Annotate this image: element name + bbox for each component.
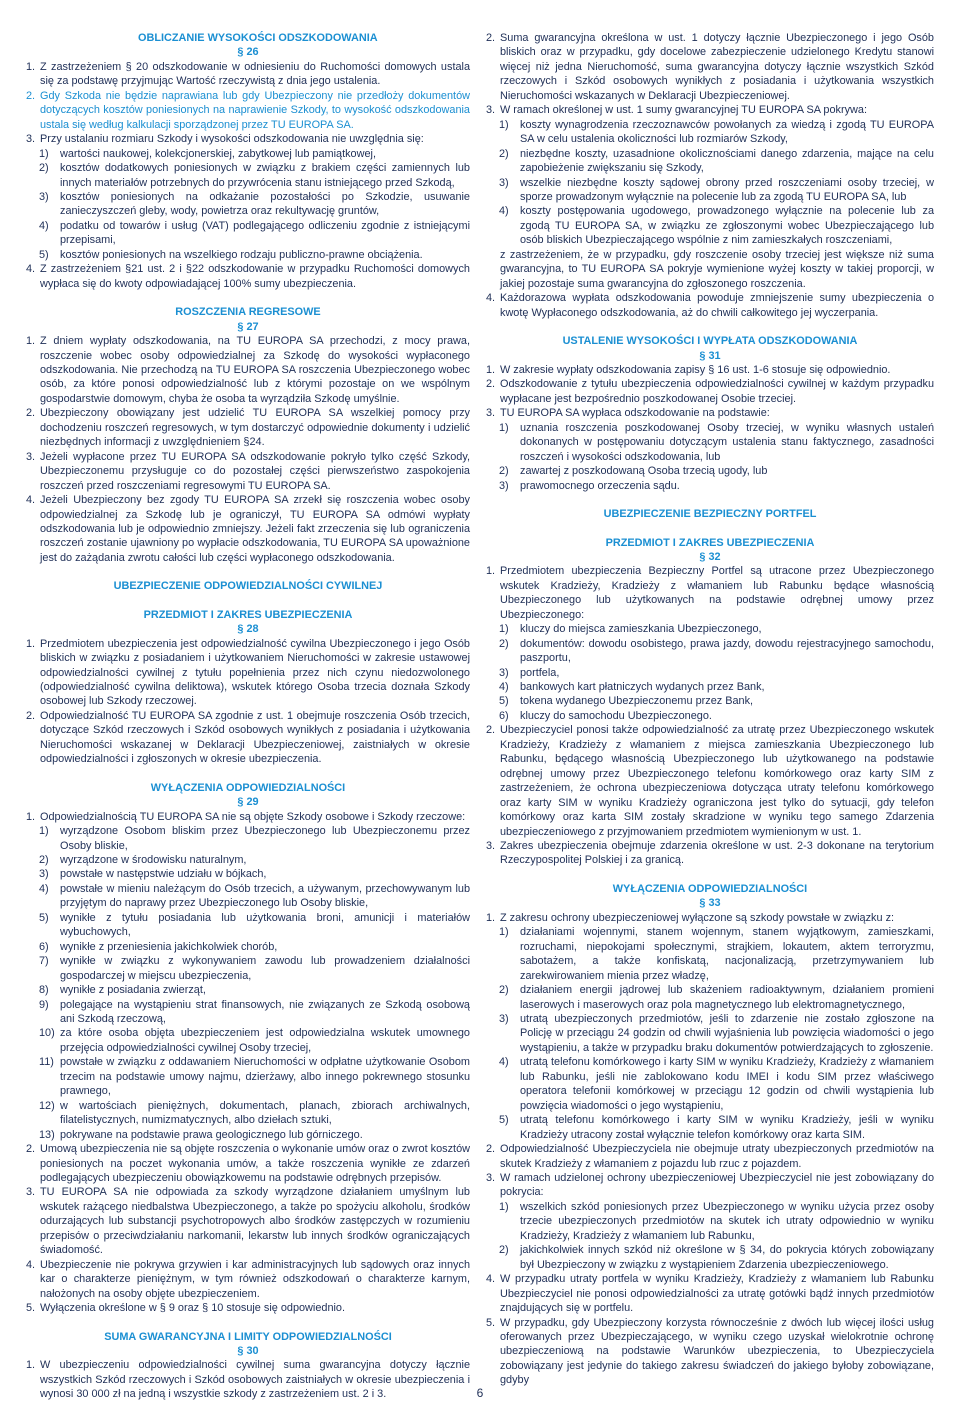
sub-clause [26, 147, 470, 161]
sub-clause [486, 479, 934, 493]
sub-clause-number: 12) [39, 1099, 55, 1112]
clause [486, 1316, 934, 1388]
clause-number: 4. [26, 494, 36, 507]
clause [26, 493, 470, 565]
clause-number: 2. [26, 1143, 36, 1156]
clause [26, 810, 470, 824]
sub-clause [26, 1128, 470, 1142]
clause [26, 709, 470, 767]
clause [26, 637, 470, 709]
spacer [486, 868, 934, 882]
sub-clause-text: koszty postępowania ugodowego, prowadzonego wyłącznie na polecenie lub za zgodą TU EUROPA SA, w związku ze zgłoszonymi wobec Ubezpieczającego lub osób bliskich Ubezpieczającego wspólnie z nim zamieszkałych roszczeniami, [520, 205, 934, 247]
spacer [26, 291, 470, 305]
sub-clause-number: 1) [39, 147, 49, 160]
paragraph-number: § 28 [237, 623, 259, 636]
clause [26, 1185, 470, 1257]
sub-clause-number: 1) [499, 926, 509, 939]
clause-text: Odszkodowanie z tytułu ubezpieczenia odpowiedzialności cywilnej w każdym przypadku wypłacane jest bezpośrednio poszkodowanej Osobie trzeciej. [500, 378, 934, 405]
sub-clause-text: utratą telefonu komórkowego i karty SIM w wyniku Kradzieży, jeśli w wyniku Kradzieży utracony został wyłącznie telefon komórkowy oraz karta SIM. [520, 1114, 934, 1141]
clause-number: 1. [486, 911, 496, 924]
sub-clause [486, 1012, 934, 1055]
clause-number: 3. [486, 104, 496, 117]
sub-clause [26, 161, 470, 190]
clause-number: 1. [26, 810, 36, 823]
sub-clause-number: 4) [499, 681, 509, 694]
sub-clause [486, 464, 934, 478]
paragraph-number: § 29 [237, 796, 259, 809]
sub-clause-text: utratą telefonu komórkowego i karty SIM w wyniku Kradzieży, Kradzieży z włamaniem lub Rabunku, jeśli nie zablokowano kodu IMEI i kodu SIM przez właściwego operatora telefonii komórkowej w przeciągu 12 godzin od chwili wystąpienia lub powzięcia wiadomości o jego wystąpieniu, [520, 1056, 934, 1112]
sub-clause [486, 694, 934, 708]
clause-text: Z dniem wypłaty odszkodowania, na TU EUROPA SA przechodzi, z mocy prawa, roszczenie wobec osoby odpowiedzialnej za Szkodę do wysokości wypłaconego odszkodowania. Nie przechodzą na TU EUROPA SA roszczenia Ubezpieczonego wobec osób, za które ponosi odpowiedzialność lub z którymi pozostaje on we wspólnym gospodarstwie domowym, chyba że osoba ta wyrządziła Szkodę umyślnie. [40, 335, 470, 405]
sub-clause-text: utratą ubezpieczonych przedmiotów, jeśli to zdarzenie nie zostało zgłoszone na Policję w przeciągu 24 godzin od chwili wyjaśnienia lub powzięcia wiadomości o jego wystąpieniu, a także w przypadku braku dokumentów potwierdzających to zgłoszenie. [520, 1013, 934, 1054]
clause-number: 2. [486, 1143, 496, 1156]
sub-clause-text: wszelkich szkód poniesionych przez Ubezpieczonego w wyniku użycia przez osoby trzecie ubezpieczonych przedmiotów na skutek ich utraty odpowiednio w wyniku Kradzieży, Kradzieży z włamaniem lub Rabunku, [520, 1200, 934, 1242]
spacer [26, 594, 470, 608]
sub-clause [486, 983, 934, 1012]
clause-text: Ubezpieczyciel ponosi także odpowiedzialność za utratę przez Ubezpieczonego wskutek Kradzieży, Kradzieży z włamaniem z miejsca zamieszkania Ubezpieczonego lub Rabunku, będącego własnością Ubezpieczonego lub użytkowanego na podstawie odrębnej umowy przez Ubezpieczonego telefonu komórkowego oraz karty SIM z zastrzeżeniem, że ochrona ubezpieczeniowa dotycząca utraty telefonu komórkowego oraz karty SIM w wyniku Kradzieży ograniczona jest tylko do sytuacji, gdy telefon komórkowy oraz karta SIM zostały skradzione w wyniku tego samego Zdarzenia ubezpieczeniowego z przyjmowaniem przedmiotem wymienionym w ust. 1. [500, 724, 934, 838]
clause-text: Odpowiedzialność TU EUROPA SA zgodnie z ust. 1 obejmuje roszczenia Osób trzecich, dotyczące Szkód rzeczowych i Szkód osobowych wynikłych z posiadania i użytkowania Nieruchomości wskazanej w Deklaracji Ubezpieczeniowej, zaistniałych w okresie odpowiedzialności i zgłoszonych w okresie ubezpieczenia. [40, 709, 470, 766]
sub-clause [26, 1026, 470, 1055]
clause-number: 1. [486, 363, 496, 376]
sub-clause-number: 2) [39, 854, 49, 867]
section-heading: UBEZPIECZENIE BEZPIECZNY PORTFEL [603, 508, 817, 521]
spacer [26, 767, 470, 781]
sub-clause [486, 118, 934, 147]
clause [486, 363, 934, 377]
sub-clause [486, 176, 934, 205]
sub-clause-number: 13) [39, 1128, 55, 1141]
clause-text: Ubezpieczony obowiązany jest udzielić TU EUROPA SA wszelkiej pomocy przy dochodzeniu roszczeń regresowych, w tym dostarczyć odpowiednie dokumenty i udzielić niezbędnych informacji z uwzględnieniem §24. [40, 407, 470, 449]
page-number: 6 [476, 1386, 484, 1400]
sub-clause-text: powstałe w następstwie udziału w bójkach, [60, 868, 267, 881]
sub-clause [26, 911, 470, 940]
clause-text: TU EUROPA SA wypłaca odszkodowanie na podstawie: [500, 407, 770, 420]
clause [26, 334, 470, 406]
sub-clause-text: kosztów poniesionych na odkażanie pozostałości po Szkodzie, usuwanie zanieczyszczeń gleby, wody, powietrza oraz rekultywację gruntów, [60, 190, 470, 218]
spacer [486, 522, 934, 536]
sub-clause [26, 190, 470, 219]
clause-number: 5. [26, 1302, 36, 1315]
clause-text: Zakres ubezpieczenia obejmuje zdarzenia określone w ust. 2-3 dokonane na terytorium Rzeczypospolitej Polskiej i za granicą. [500, 840, 934, 867]
clause [26, 89, 470, 132]
clause-number: 1. [26, 335, 36, 348]
clause-text: TU EUROPA SA nie odpowiada za szkody wyrządzone działaniem umyślnym lub wskutek rażącego niedbalstwa Ubezpieczonego, a także po spożyciu alkoholu, środków odurzających lub substancji psychotropowych albo środków zastępczych w rozumieniu przepisów o przeciwdziałaniu narkomanii, lekarstw lub innych środków ograniczających świadomość. [40, 1186, 470, 1257]
clause-text: W przypadku utraty portfela w wyniku Kradzieży, Kradzieży z włamaniem lub Rabunku Ubezpieczyciel nie ponosi odpowiedzialności za utratę gotówki bądź innych przedmiotów znajdujących się w portfelu. [500, 1273, 934, 1315]
sub-clause [486, 925, 934, 983]
left-column [26, 31, 470, 1402]
sub-clause-number: 4) [499, 1056, 509, 1069]
sub-clause-number: 2) [499, 984, 509, 997]
clause-text: Jeżeli wypłacone przez TU EUROPA SA odszkodowanie pokryło tylko część Szkody, Ubezpieczonemu przysługuje co do pozostałej części pierwszeństwo zaspokojenia roszczeń przed roszczeniami regresowymi TU EUROPA SA. [40, 450, 470, 492]
clause-number: 2. [486, 378, 496, 391]
paragraph-number: § 26 [237, 46, 259, 59]
section-heading: OBLICZANIE WYSOKOŚCI ODSZKODOWANIA [138, 32, 378, 44]
sub-clause-text: polegające na wystąpieniu strat finansowych, nie związanych ze Szkodą osobową ani Szkodą rzeczową, [60, 998, 470, 1025]
sub-clause-text: koszty wynagrodzenia rzeczoznawców powołanych za wiedzą i zgodą TU EUROPA SA w celu ustalenia okoliczności lub rozmiarów Szkody, [520, 118, 934, 146]
sub-clause [486, 421, 934, 464]
sub-clause-text: portfela, [520, 666, 560, 679]
sub-clause-number: 6) [499, 709, 509, 722]
sub-clause [26, 1055, 470, 1098]
section-heading: SUMA GWARANCYJNA I LIMITY ODPOWIEDZIALNOŚCI [104, 1330, 392, 1343]
sub-clause-text: wynikłe z tytułu posiadania lub użytkowania broni, amunicji i materiałów wybuchowych, [60, 911, 470, 939]
sub-clause-number: 5) [499, 1114, 509, 1127]
clause-text: Z zakresu ochrony ubezpieczeniowej wyłączone są szkody powstałe w związku z: [500, 911, 895, 924]
sub-clause-text: wynikłe z przeniesienia jakichkolwiek chorób, [60, 940, 278, 953]
section-heading: ROSZCZENIA REGRESOWE [175, 306, 321, 319]
sub-clause-number: 10) [39, 1027, 55, 1040]
clause-number: 1. [26, 637, 36, 650]
right-column [486, 31, 934, 1388]
sub-clause-text: działaniem energii jądrowej lub skażeniem radioaktywnym, działaniem promieni laserowych i maserowych oraz pola magnetycznego lub elektromagnetycznego, [520, 984, 934, 1011]
clause [486, 31, 934, 103]
section-heading: WYŁĄCZENIA ODPOWIEDZIALNOŚCI [150, 781, 346, 794]
clause-text: Umową ubezpieczenia nie są objęte roszczenia o wykonanie umów oraz o zwrot kosztów poniesionych na poczet wykonania umów, a także roszczenia wynikłe ze zdarzeń podlegających ubezpieczeniu obowiązkowemu na podstawie odrębnych przepisów. [40, 1143, 470, 1184]
sub-clause-number: 3) [39, 190, 49, 203]
clause-text: Odpowiedzialność Ubezpieczyciela nie obejmuje utraty ubezpieczonych przedmiotów na skutek Kradzieży z włamaniem z pojazdu lub rzuc z pojazdem. [500, 1143, 934, 1170]
sub-clause-number: 4) [39, 882, 49, 895]
clause [486, 406, 934, 420]
sub-clause [486, 666, 934, 680]
clause-number: 3. [26, 450, 36, 463]
sub-clause-number: 1) [39, 825, 49, 838]
spacer [26, 1316, 470, 1330]
sub-clause-number: 3) [499, 666, 509, 679]
clause-number: 4. [486, 292, 496, 305]
clause-text: Przy ustalaniu rozmiaru Szkody i wysokości odszkodowania nie uwzględnia się: [40, 133, 424, 146]
clause [486, 1272, 934, 1315]
clause-number: 4. [26, 263, 36, 276]
sub-clause [486, 147, 934, 176]
sub-clause [486, 1113, 934, 1142]
clause-text: Przedmiotem ubezpieczenia jest odpowiedzialność cywilna Ubezpieczonego i jego Osób bliskich w związku z posiadaniem i użytkowaniem Nieruchomości w zakresie ustawowej odpowiedzialności cywilnej z tytułu popełnienia przez nich czynu niedozwolonego (odpowiedzialność cywilna deliktowa), wskutek którego Osoba trzecia doznała Szkody osobowej lub Szkody rzeczowej. [40, 637, 470, 708]
sub-clause [486, 622, 934, 636]
clause-number: 1. [486, 565, 496, 578]
clause-text: W ramach udzielonej ochrony ubezpieczeniowej Ubezpieczyciel nie jest zobowiązany do pokrycia: [500, 1171, 934, 1199]
clause-text: Z zastrzeżeniem § 20 odszkodowanie w odniesieniu do Ruchomości domowych ustala się za podstawę przyjmując Wartość rzeczywistą z dnia jego ustalenia. [40, 60, 470, 88]
sub-clause [486, 709, 934, 723]
spacer [26, 565, 470, 579]
clause [26, 132, 470, 146]
clause-number: 2. [26, 709, 36, 722]
spacer [486, 493, 934, 507]
sub-clause-number: 11) [39, 1056, 54, 1069]
clause-number: 1. [26, 1359, 36, 1372]
sub-clause-number: 3) [499, 1013, 509, 1025]
clause-text: Z zastrzeżeniem §21 ust. 2 i §22 odszkodowanie w przypadku Ruchomości domowych wypłaca się do kwoty odpowiadającej 100% sumy ubezpieczenia. [40, 263, 470, 290]
sub-clause-text: wynikłe z posiadania zwierząt, [60, 984, 206, 997]
sub-clause-text: kosztów dodatkowych poniesionych w związku z brakiem części zamiennych lub innych materiałów potrzebnych do przywrócenia stanu istniejącego przed Szkodą, [60, 162, 470, 189]
sub-clause-text: wyrządzone w środowisku naturalnym, [60, 854, 247, 867]
section-heading: PRZEDMIOT I ZAKRES UBEZPIECZENIA [605, 536, 815, 549]
sub-clause-text: jakichkolwiek innych szkód niż określone w § 34, do pokrycia których zobowiązany był Ubezpieczony w związku z wystąpieniem Zdarzenia ubezpieczeniowego. [520, 1244, 934, 1271]
spacer [486, 320, 934, 334]
sub-clause-text: zawartej z poszkodowaną Osoba trzecią ugody, lub [520, 465, 768, 478]
sub-clause [26, 867, 470, 881]
paragraph-number: § 32 [699, 550, 721, 563]
clause [26, 262, 470, 291]
sub-clause [486, 1243, 934, 1272]
clause [486, 564, 934, 622]
clause-text: Jeżeli Ubezpieczony bez zgody TU EUROPA SA zrzekł się roszczenia wobec osoby odpowiedzialnej za Szkodę lub je ograniczył, TU EUROPA SA odmówi wypłaty odszkodowania lub je odpowiednio zmniejszy. Jeżeli fakt zrzeczenia się lub ograniczenia roszczeń zostanie ujawniony po wypłacie odszkodowania, TU EUROPA SA upoważnione jest do zażądania zwrotu całości lub części wypłaconego odszkodowania. [40, 494, 470, 564]
clause-number: 3. [26, 1186, 36, 1199]
sub-clause-text: tokena wydanego Ubezpieczonemu przez Bank, [520, 695, 754, 708]
sub-clause [26, 248, 470, 262]
sub-clause-text: bankowych kart płatniczych wydanych przez Bank, [520, 681, 765, 694]
sub-clause-number: 6) [39, 940, 49, 953]
sub-clause-text: niezbędne koszty, uzasadnione okolicznościami danego zdarzenia, mające na celu zapobieżenie zwiększaniu się Szkody, [520, 147, 934, 175]
paragraph-number: § 33 [699, 897, 721, 910]
paragraph-number: § 27 [237, 320, 259, 333]
clause-number: 2. [486, 32, 496, 44]
sub-clause-number: 2) [499, 465, 509, 478]
clause-text: W ramach określonej w ust. 1 sumy gwarancyjnej TU EUROPA SA pokrywa: [500, 104, 867, 117]
sub-clause-text: kluczy do miejsca zamieszkania Ubezpieczonego, [520, 623, 762, 636]
sub-clause-text: wartości naukowej, kolekcjonerskiej, zabytkowej lub pamiątkowej, [60, 147, 376, 160]
sub-clause [486, 1055, 934, 1113]
sub-clause-text: podatku od towarów i usług (VAT) podlegającego odliczeniu zgodnie z istniejącymi przepisami, [60, 219, 470, 247]
sub-clause [26, 954, 470, 983]
sub-clause [26, 1099, 470, 1128]
sub-clause-number: 4) [499, 205, 509, 218]
clause-text: Ubezpieczenie nie pokrywa grzywien i kar administracyjnych lub sądowych oraz innych kar o charakterze pieniężnym, w tym również odszkodowań o charakterze karnym, nałożonych na osoby objęte ubezpieczeniem. [40, 1258, 470, 1300]
sub-clause-number: 5) [499, 695, 509, 708]
sub-clause-text: uznania roszczenia poszkodowanej Osoby trzeciej, w wyniku własnych ustaleń dokonanych w postępowaniu dotyczącym ustalenia stanu faktycznego, zasadności roszczeń i wysokości odszkodowania, lub [520, 421, 934, 463]
clause-text: Odpowiedzialnością TU EUROPA SA nie są objęte Szkody osobowe i Szkody rzeczowe: [40, 810, 466, 823]
sub-clause [26, 219, 470, 248]
sub-clause-text: powstałe w związku z oddawaniem Nieruchomości w odpłatne użytkowanie Osobom trzecim na podstawie umowy najmu, dzierżawy, albo innego pokrewnego stosunku prawnego, [60, 1056, 470, 1098]
sub-clause-number: 9) [39, 998, 49, 1011]
sub-clause-text: wynikłe w związku z wykonywaniem zawodu lub prowadzeniem działalności gospodarczej w miejscu ubezpieczenia, [60, 955, 470, 982]
sub-clause-number: 2) [499, 1244, 509, 1257]
sub-clause-text: w wartościach pieniężnych, dokumentach, planach, zbiorach archiwalnych, filatelistycznych, numizmatycznych, albo dziełach sztuki, [60, 1099, 470, 1127]
sub-clause-text: wyrządzone Osobom bliskim przez Ubezpieczonego lub Ubezpieczonemu przez Osoby bliskie, [60, 825, 470, 852]
clause-number: 3. [486, 840, 496, 853]
sub-clause-text: kosztów poniesionych na wszelkiego rodzaju publiczno-prawne obciążenia. [60, 248, 423, 261]
sub-clause [26, 998, 470, 1027]
clause-text: W przypadku, gdy Ubezpieczony korzysta równocześnie z dwóch lub więcej ilości usług oferowanych przez Ubezpieczającego, w wyniku czego uzyskał wielokrotnie ochronę ubezpieczeniową na podstawie Warunków ubezpieczenia, to Ubezpieczyciela zobowiązany jest jedynie do takiego zakresu świadczeń do jakiego byłoby zobowiązane, gdyby [500, 1316, 934, 1387]
clause [26, 1142, 470, 1185]
sub-clause [486, 204, 934, 247]
clause-number: 4. [26, 1258, 36, 1271]
sub-clause-number: 7) [39, 955, 49, 968]
clause [486, 1142, 934, 1171]
clause-number: 2. [26, 89, 36, 102]
clause [486, 911, 934, 925]
sub-clause-number: 4) [39, 219, 49, 232]
sub-clause-text: prawomocnego orzeczenia sądu. [520, 479, 680, 492]
clause-text: Przedmiotem ubezpieczenia Bezpieczny Portfel są utracone przez Ubezpieczonego wskutek Kradzieży, Kradzieży z włamaniem lub Rabunku będące własnością Ubezpieczonego lub użytkowanych na podstawie odrębnej umowy przez Ubezpieczonego: [500, 565, 934, 621]
sub-clause [486, 680, 934, 694]
section-heading: WYŁĄCZENIA ODPOWIEDZIALNOŚCI [612, 882, 808, 895]
clause [486, 103, 934, 117]
clause-continuation: z zastrzeżeniem, że w przypadku, gdy roszczenie osoby trzeciej jest większe niż suma gwarancyjna, to TU EUROPA SA pokryje wymienione wyżej koszty w takiej proporcji, w jakiej pozostaje suma gwarancyjna do zgłoszonego roszczenia. [500, 248, 934, 290]
clause [486, 377, 934, 406]
clause [26, 1258, 470, 1301]
sub-clause [26, 940, 470, 954]
clause [486, 291, 934, 320]
clause [486, 839, 934, 868]
sub-clause-number: 2) [499, 147, 509, 160]
sub-clause-number: 1) [499, 118, 509, 131]
clause [26, 450, 470, 493]
sub-clause-text: powstałe w mieniu należącym do Osób trzecich, a używanym, przechowywanym lub przyjętym do naprawy przez Ubezpieczonego lub Osoby bliskie, [60, 882, 470, 910]
sub-clause-number: 1) [499, 421, 509, 434]
sub-clause [26, 882, 470, 911]
clause-number: 5. [486, 1316, 496, 1329]
paragraph-number: § 30 [237, 1344, 259, 1357]
clause-text: Suma gwarancyjna określona w ust. 1 dotyczy łącznie Ubezpieczonego i jego Osób bliskich oraz w przypadku, gdy docelowe zabezpieczenie udzielonego Kredytu stanowi więcej niż jedna Nieruchomość, suma gwarancyjna dotyczy łącznie wszystkich Szkód rzeczowych i Szkód osobowych wynikłych z posiadania i użytkowania wszystkich Nieruchomości wskazanych w Deklaracji Ubezpieczeniowej. [500, 32, 934, 102]
clause-text: Wyłączenia określone w § 9 oraz § 10 stosuje się odpowiednio. [40, 1302, 346, 1315]
clause-number: 3. [486, 1171, 496, 1184]
clause-number: 3. [486, 407, 496, 420]
section-heading: USTALENIE WYSOKOŚCI I WYPŁATA ODSZKODOWANIA [562, 335, 858, 348]
clause-number: 3. [26, 133, 36, 146]
sub-clause-text: kluczy do samochodu Ubezpieczonego. [520, 709, 712, 722]
sub-clause-text: za które osoba objęta ubezpieczeniem jest odpowiedzialna wskutek umownego przejęcia odpowiedzialności cywilnej Osoby trzeciej, [60, 1027, 470, 1054]
sub-clause-text: pokrywane na podstawie prawa geologicznego lub górniczego. [60, 1128, 363, 1141]
sub-clause-number: 5) [39, 248, 49, 261]
sub-clause [26, 853, 470, 867]
section-heading: PRZEDMIOT I ZAKRES UBEZPIECZENIA [143, 608, 353, 621]
clause-number: 4. [486, 1273, 496, 1286]
sub-clause-number: 2) [499, 637, 509, 650]
sub-clause-number: 8) [39, 984, 49, 997]
sub-clause-number: 1) [499, 623, 509, 636]
sub-clause-number: 1) [499, 1200, 509, 1213]
sub-clause-number: 5) [39, 911, 49, 924]
sub-clause [486, 1200, 934, 1243]
clause-text: W ubezpieczeniu odpowiedzialności cywilnej suma gwarancyjna dotyczy łącznie wszystkich Szkód rzeczowych i Szkód osobowych zaistniałych w okresie ubezpieczenia i wynosi 30 000 zł na jedną i wszystkie szkody z zastrzeżeniem ust. 2 i 3. [40, 1359, 470, 1401]
sub-clause [26, 824, 470, 853]
clause-number: 1. [26, 60, 36, 73]
sub-clause-text: działaniami wojennymi, stanem wojennym, stanem wyjątkowym, zamieszkami, rozruchami, niepokojami społecznymi, strajkiem, lokautem, aktem terroryzmu, sabotażem, a także konfiskatą, nacjonalizacją, przetrzymywaniem lub zarekwirowaniem mienia przez władzę, [520, 926, 934, 982]
clause-number: 2. [486, 724, 496, 737]
sub-clause-number: 3) [39, 868, 49, 881]
clause [486, 1171, 934, 1200]
sub-clause-number: 2) [39, 162, 49, 175]
sub-clause-number: 3) [499, 176, 509, 189]
paragraph-number: § 31 [699, 349, 721, 362]
clause [486, 723, 934, 839]
clause-number: 2. [26, 407, 36, 420]
clause [26, 1301, 470, 1315]
clause-text: Każdorazowa wypłata odszkodowania powoduje zmniejszenie sumy ubezpieczenia o kwotę Wypłaconego odszkodowania, aż do chwili całkowitego jej wyczerpania. [500, 292, 934, 319]
section-heading: UBEZPIECZENIE ODPOWIEDZIALNOŚCI CYWILNEJ [113, 580, 383, 593]
sub-clause [486, 637, 934, 666]
sub-clause-text: wszelkie niezbędne koszty sądowej obrony przed roszczeniami osoby trzeciej, w sporze prowadzonym wyłącznie na polecenie lub za zgodą TU EUROPA SA, lub [520, 176, 934, 203]
sub-clause-text: dokumentów: dowodu osobistego, prawa jazdy, dowodu rejestracyjnego samochodu, paszportu, [520, 637, 934, 665]
clause-text: W zakresie wypłaty odszkodowania zapisy § 16 ust. 1-6 stosuje się odpowiednio. [500, 363, 891, 376]
clause [26, 60, 470, 89]
clause [26, 406, 470, 449]
sub-clause [26, 983, 470, 997]
clause-text: Gdy Szkoda nie będzie naprawiana lub gdy Ubezpieczony nie przedłoży dokumentów dotyczących kosztów poniesionych na naprawienie Szkody, to wysokość odszkodowania ustala się według kalkulacji sporządzonej przez TU EUROPA SA. [40, 89, 470, 131]
sub-clause-number: 3) [499, 479, 509, 492]
